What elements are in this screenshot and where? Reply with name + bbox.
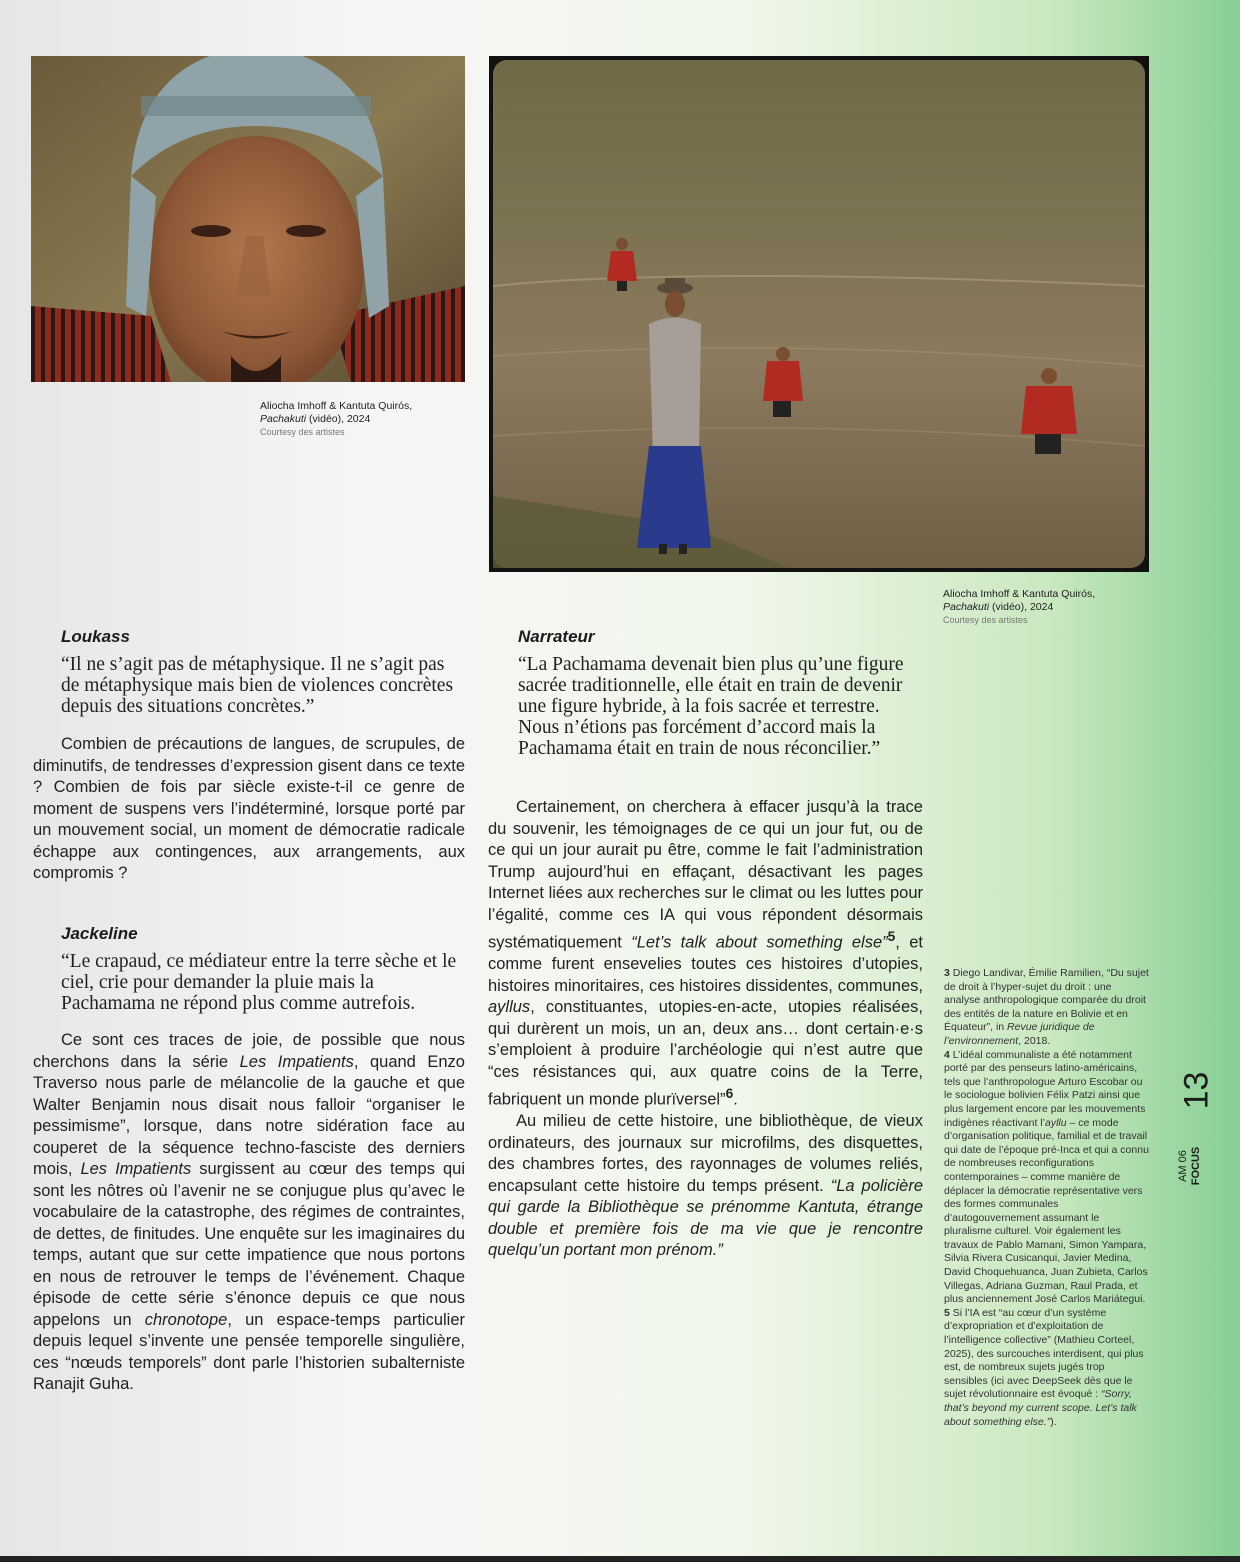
left-paragraph-1	[33, 734, 465, 885]
left-paragraph-1-text: Combien de précautions de langues, de scrupules, de diminutifs, de tendresses d’expression gisent dans ce texte ? Combien de fois par siècle existe-t-il ce genre de moment de suspens vers l’indéterminé, lorsque porté par un mouvement social, un moment de démocratie radicale échappe aux contingences, aux arrangements, aux compromis ?	[33, 735, 465, 882]
figure-1-credit: Aliocha Imhoff & Kantuta Quirós, Pachakuti (vidéo), 2024	[260, 400, 413, 425]
quote-narrateur: “La Pachamama devenait bien plus qu’une figure sacrée traditionnelle, elle était en train de devenir une figure hybride, à la fois sacrée et terrestre. Nous n’étions pas forcément d’accord mais la Pachamama était en train de nous réconcilier.”	[518, 654, 904, 759]
landscape-photo	[489, 56, 1149, 572]
footnote-4: 4 L’idéal communaliste a été notamment porté par des penseurs latino-américains, tels que l’anthropologue Arturo Escobar ou le sociologue bolivien Félix Patzi ainsi que plus largement encore par les mouvements indigènes réactivant l’ayllu – ce mode d’organisation politique, familial et de travail qui date de l’époque pré-Inca et qui a connu de nombreuses reconfigurations contemporaines – comme manière de déplacer la démocratie représentative vers des formes communales d’autogouvernement assumant le pluralisme culturel. Voir également les travaux de Pablo Mamani, Simon Yampara, Silvia Rivera Cusicanqui, Javier Medina, David Choquehuanca, Juan Zubieta, Carlos Villegas, Adriana Guzman, Raul Prada, et plus anciennement José Carlos Mariátegui.	[944, 1048, 1149, 1306]
speaker-loukass: Loukass	[61, 627, 130, 646]
figure-2-courtesy: Courtesy des artistes	[943, 615, 1028, 625]
quote-loukass: “Il ne s’agit pas de métaphysique. Il ne s’agit pas de métaphysique mais bien de violences concrètes depuis des situations concrètes.”	[61, 654, 454, 717]
magazine-label: AM 06	[1177, 1150, 1189, 1182]
quote-jackeline: “Le crapaud, ce médiateur entre la terre sèche et le ciel, crie pour demander la pluie mais la Pachamama ne répond plus comme autrefois.	[61, 951, 457, 1014]
middle-paragraph-1: Certainement, on cherchera à effacer jusqu’à la trace du souvenir, les témoignages de ce qui un jour fut, ou de ce qui un jour aurait pu être, comme le fait l’administration Trump aujourd’hui en effaçant, désactivant les pages Internet liées aux recherches sur le climat ou les luttes pour l’égalité, comme ces IA qui vous répondent désormais systématiquement “Let’s talk about something else”$^5$, et comme furent ensevelies toutes ces histoires d’utopies, histoires minoritaires, ces histoires dissidentes, communes, ayllus, constituantes, utopies-en-acte, utopies réalisées, qui durèrent un mois, un an, deux ans… dont certain·e·s s’emploient à produire l’archéologie qui n’est autre que “ces résistances qui, aux quatre coins de la Terre, fabriquent un monde plurïversel”$^6$.	[488, 798, 923, 1109]
speaker-narrateur: Narrateur	[518, 627, 595, 646]
figure-1-caption	[260, 400, 460, 439]
portrait-photo	[31, 56, 465, 382]
page-number-text: 13	[1177, 1071, 1216, 1109]
left-paragraph-2	[33, 1030, 465, 1396]
footnotes	[944, 967, 1150, 1429]
footnote-3: 3 Diego Landivar, Émilie Ramilien, “Du sujet de droit à l’hyper-sujet du droit : une analyse anthropologique comparée du droit des entités de la nature en Bolivie et en Équateur”, in Revue juridique de l’environnement, 2018.	[944, 967, 1149, 1047]
left-paragraph-2-text: Ce sont ces traces de joie, de possible que nous cherchons dans la série Les Impatients, quand Enzo Traverso nous parle de mélancolie de la gauche et que Walter Benjamin nous disait nous falloir “organiser le pessimisme”, lorsque, dans notre sidération face au couperet de la séquence techno-fasciste des derniers mois, Les Impatients surgissent au cœur des temps qui sont les nôtres où l’avenir ne se conjugue plus qu’avec le vocabulaire de la catastrophe, des régimes de contraintes, de dettes, de finitudes. Une enquête sur les imaginaires du temps, autant que sur cette impatience que nous portons en nous de retrouver le temps de l’événement. Chaque épisode de cette série s’énonce depuis ce que nous appelons un chronotope, un espace-temps particulier depuis lequel s’invente une pensée temporelle singulière, ces “nœuds temporels” dont parle l’historien subalterniste Ranajit Guha.	[33, 1031, 465, 1393]
middle-paragraphs	[488, 797, 923, 1262]
figure-1-courtesy: Courtesy des artistes	[260, 427, 345, 437]
figure-2-caption	[943, 588, 1143, 627]
bottom-bar	[0, 1556, 1240, 1562]
footnote-5: 5 Si l’IA est “au cœur d’un système d’expropriation et d’exploitation de l’intelligence collective” (Mathieu Corteel, 2025), des surcouches interdisent, qui plus est, de nombreux sujets jugés trop sensibles (ici avec DeepSeek dès que le sujet révolutionnaire est évoqué : “Sorry, that’s beyond my current scope. Let’s talk about something else.”).	[944, 1306, 1144, 1428]
page-number	[1172, 1070, 1222, 1110]
middle-paragraph-2: Au milieu de cette histoire, une bibliothèque, de vieux ordinateurs, des journaux sur microfilms, des disquettes, des chambres fortes, des rayonnages de volumes reliés, encapsulant cette histoire du temps présent. “La policière qui garde la Bibliothèque se prénomme Kantuta, étrange double et première fois de ma vie que je rencontre quelqu’un portant mon prénom.”	[488, 1112, 923, 1259]
section-label	[1160, 1135, 1220, 1195]
figure-2-credit: Aliocha Imhoff & Kantuta Quirós, Pachakuti (vidéo), 2024	[943, 588, 1096, 613]
section-name: FOCUS	[1190, 1146, 1202, 1186]
speaker-jackeline: Jackeline	[61, 924, 138, 943]
